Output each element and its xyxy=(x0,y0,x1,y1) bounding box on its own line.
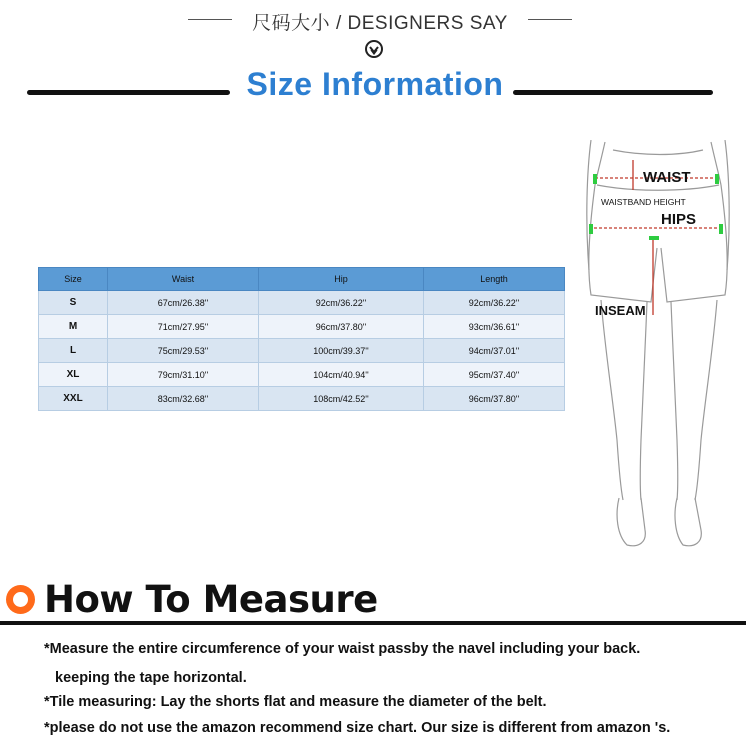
table-cell: 92cm/36.22'' xyxy=(424,291,565,315)
table-cell: XXL xyxy=(39,387,108,411)
table-cell: L xyxy=(39,339,108,363)
section-left-bar xyxy=(27,90,230,95)
measure-note: *please do not use the amazon recommend size chart. Our size is different from amazon 's. xyxy=(44,720,671,736)
waistband-height-label: WAISTBAND HEIGHT xyxy=(601,197,686,207)
table-cell: 100cm/39.37'' xyxy=(259,339,424,363)
table-cell: M xyxy=(39,315,108,339)
waist-label: WAIST xyxy=(643,169,691,186)
table-row xyxy=(39,315,565,339)
table-row xyxy=(39,291,565,315)
table-cell: 95cm/37.40'' xyxy=(424,363,565,387)
table-cell: 104cm/40.94'' xyxy=(259,363,424,387)
how-to-measure-divider xyxy=(0,621,746,625)
table-cell: 83cm/32.68'' xyxy=(108,387,259,411)
table-header: Size xyxy=(39,268,108,291)
table-cell: 79cm/31.10'' xyxy=(108,363,259,387)
table-cell: 94cm/37.01'' xyxy=(424,339,565,363)
table-cell: 93cm/36.61'' xyxy=(424,315,565,339)
header-left-line xyxy=(188,19,232,20)
inseam-label: INSEAM xyxy=(595,303,646,318)
table-cell: 96cm/37.80'' xyxy=(424,387,565,411)
chevron-down-icon xyxy=(365,40,383,58)
table-cell: 71cm/27.95'' xyxy=(108,315,259,339)
table-cell: 67cm/26.38'' xyxy=(108,291,259,315)
header-right-line xyxy=(528,19,572,20)
table-cell: 92cm/36.22'' xyxy=(259,291,424,315)
table-row xyxy=(39,387,565,411)
section-right-bar xyxy=(513,90,713,95)
measure-note: *Tile measuring: Lay the shorts flat and measure the diameter of the belt. xyxy=(44,694,547,710)
measure-note: *Measure the entire circumference of your waist passby the navel including your back. xyxy=(44,641,641,657)
section-title: Size Information xyxy=(246,66,504,102)
header-title: 尺码大小 / DESIGNERS SAY xyxy=(252,13,508,34)
measure-note: keeping the tape horizontal. xyxy=(55,670,247,686)
table-cell: XL xyxy=(39,363,108,387)
table-row xyxy=(39,339,565,363)
measurement-figure xyxy=(583,140,733,560)
table-header: Waist xyxy=(108,268,259,291)
table-cell: 108cm/42.52'' xyxy=(259,387,424,411)
bullet-circle-icon xyxy=(6,585,35,614)
size-table xyxy=(38,267,565,411)
table-header: Hip xyxy=(259,268,424,291)
hips-label: HIPS xyxy=(661,211,697,228)
how-to-measure-title: How To Measure xyxy=(44,578,378,621)
table-header: Length xyxy=(424,268,565,291)
table-cell: 75cm/29.53'' xyxy=(108,339,259,363)
table-cell: 96cm/37.80'' xyxy=(259,315,424,339)
table-row xyxy=(39,363,565,387)
table-cell: S xyxy=(39,291,108,315)
